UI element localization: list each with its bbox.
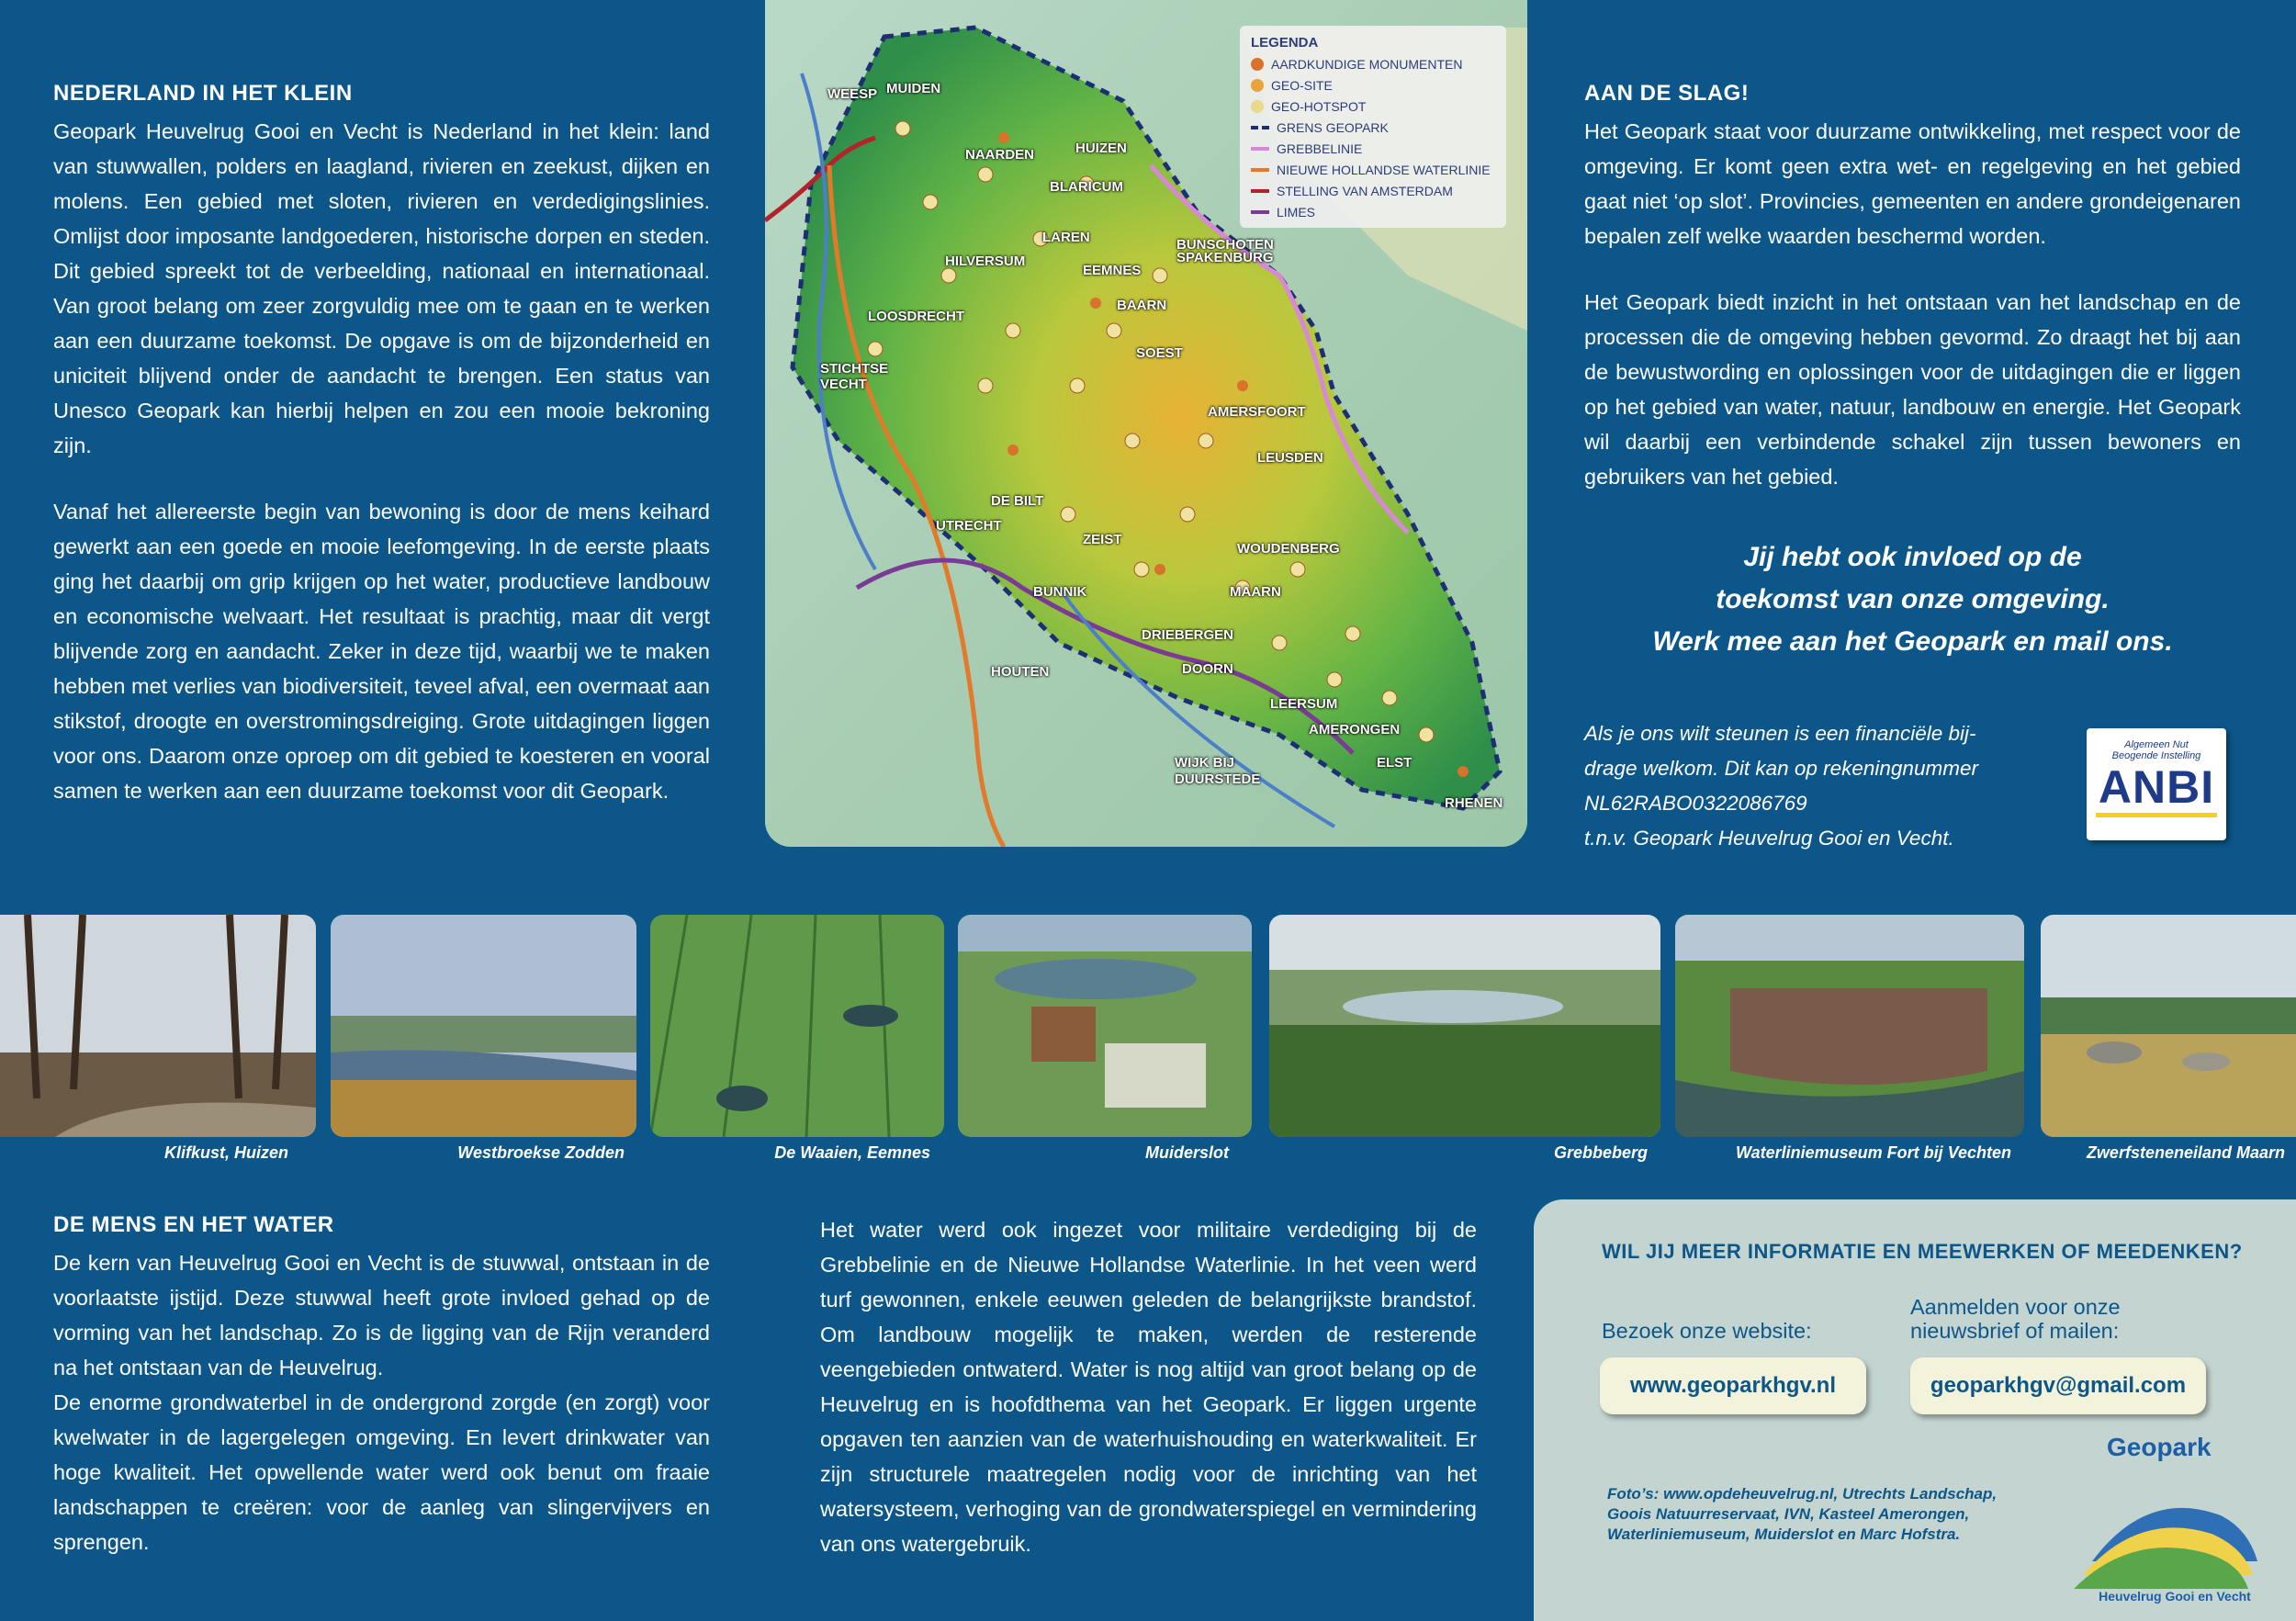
town-label: EEMNES: [1083, 263, 1142, 278]
quote-line-3: Werk mee aan het Geopark en mail ons.: [1652, 626, 2173, 657]
donation-text: [1584, 716, 2062, 856]
town-label: RHENEN: [1445, 795, 1503, 811]
legend-item: GREBBELINIE: [1251, 138, 1495, 159]
town-label: HUIZEN: [1075, 141, 1127, 156]
town-label: MAARN: [1230, 584, 1281, 600]
bank-account-number: NL62RABO0322086769: [1584, 792, 1807, 815]
legend-title: LEGENDA: [1251, 35, 1319, 51]
donation-line-4: t.n.v. Geopark Heuvelrug Gooi en Vecht.: [1584, 827, 1954, 850]
call-to-action-quote: [1584, 536, 2241, 663]
legend-item: LIMES: [1251, 201, 1495, 222]
town-label: DOORN: [1182, 661, 1233, 677]
logo-subtitle: Heuvelrug Gooi en Vecht: [2099, 1589, 2251, 1604]
legend-item: AARDKUNDIGE MONUMENTEN: [1251, 53, 1495, 74]
donation-line-1: Als je ons wilt steunen is een financiële bij-: [1584, 722, 1976, 745]
water-paragraph-2: De enorme grondwaterbel in de ondergrond zorgde (en zorgt) voor kwelwater in de lagergelegen omgeving. En levert drinkwater van hoge kwaliteit. Het opwellende water werd ook benut om fraaie landschappen te creëren: voor de aanleg van slingervijvers en sprengen.: [53, 1390, 710, 1554]
anbi-subtitle-1: Algemeen Nut: [2124, 739, 2189, 750]
town-label: HILVERSUM: [945, 253, 1026, 269]
town-label: SPAKENBURG: [1176, 250, 1274, 265]
photo-de-waaien: [650, 915, 944, 1137]
water-section-continued: [820, 1212, 1477, 1561]
town-label: BLARICUM: [1050, 179, 1123, 195]
logo-hills-icon: [2074, 1460, 2276, 1598]
photo-image: [2041, 915, 2296, 1137]
town-label: LAREN: [1042, 230, 1090, 245]
town-label: LEERSUM: [1270, 696, 1338, 712]
logo-title: Geopark: [2107, 1433, 2212, 1461]
town-label: SOEST: [1136, 345, 1183, 361]
photo-image: [958, 915, 1252, 1137]
anbi-badge: [2087, 728, 2226, 840]
photo-zwerfsteneneiland: [2041, 915, 2296, 1137]
photo-grebbeberg: [1269, 915, 1660, 1137]
credit-line-2: Goois Natuurreservaat, IVN, Kasteel Amerongen,: [1607, 1505, 1970, 1523]
geopark-logo: [2074, 1433, 2276, 1607]
photo-image: [331, 915, 636, 1137]
action-paragraph-1: Het Geopark staat voor duurzame ontwikkeling, met respect voor de omgeving. Er komt geen extra wet- en regelgeving en het gebied gaat niet ‘op slot’. Provincies, gemeenten en andere grondeigenaren bepalen zelf welke waarden beschermd worden.: [1584, 119, 2241, 248]
town-label: DRIEBERGEN: [1142, 627, 1234, 643]
contact-question: WIL JIJ MEER INFORMATIE EN MEEWERKEN OF MEEDENKEN?: [1602, 1240, 2243, 1263]
quote-line-2: toekomst van onze omgeving.: [1716, 584, 2110, 614]
legend-item: NIEUWE HOLLANDSE WATERLINIE: [1251, 159, 1495, 180]
email-link[interactable]: geoparkhgv@gmail.com: [1910, 1357, 2206, 1414]
photo-caption: Klifkust, Huizen: [163, 1143, 288, 1162]
anbi-subtitle-2: Beogende Instelling: [2111, 750, 2201, 761]
intro-section: [53, 81, 710, 808]
credit-line-3: Waterliniemuseum, Muiderslot en Marc Hofstra.: [1607, 1525, 1961, 1543]
town-label: WOUDENBERG: [1237, 541, 1340, 557]
anbi-yellow-bar: [2096, 813, 2217, 817]
town-label: DUURSTEDE: [1175, 771, 1261, 787]
town-label: AMERONGEN: [1309, 722, 1401, 737]
legend-item: STELLING VAN AMSTERDAM: [1251, 180, 1495, 201]
photo-image: [1675, 915, 2024, 1137]
town-label: BUNNIK: [1033, 584, 1087, 600]
photo-caption: Waterliniemuseum Fort bij Vechten: [1735, 1143, 2011, 1162]
town-label: WEESP: [827, 86, 878, 102]
action-paragraph-2: Het Geopark biedt inzicht in het ontstaan van het landschap en de processen die de omgeving hebben gevormd. Zo draagt het bij aan de bewustwording en oplossingen voor de uitdagingen die er liggen op het gebied van water, natuur, landbouw en energie. Het Geopark wil daarbij een verbindende schakel zijn tussen bewoners en gebruikers van het gebied.: [1584, 290, 2241, 489]
intro-heading: NEDERLAND IN HET KLEIN: [53, 81, 353, 106]
newsletter-label-line-2: nieuwsbrief of mailen:: [1910, 1319, 2120, 1343]
photo-muiderslot: [958, 915, 1252, 1137]
legend-item: GEO-HOTSPOT: [1251, 96, 1495, 117]
town-label: ELST: [1377, 755, 1412, 771]
intro-text: [53, 114, 710, 808]
water-section: [53, 1212, 710, 1559]
photo-image: [650, 915, 944, 1137]
town-label: BAARN: [1117, 298, 1167, 313]
town-label: ZEIST: [1083, 532, 1122, 547]
legend-item: GRENS GEOPARK: [1251, 117, 1495, 138]
town-label: AMERSFOORT: [1208, 404, 1306, 420]
town-label: HOUTEN: [991, 664, 1050, 680]
water-heading: DE MENS EN HET WATER: [53, 1212, 334, 1237]
water-paragraph-1: De kern van Heuvelrug Gooi en Vecht is de stuwwal, ontstaan in de voorlaatste ijstijd. Deze stuwwal heeft grote invloed gehad op de vorming van het landschap. Zo is de ligging van de Rijn veranderd na het ontstaan van de Heuvelrug.: [53, 1251, 710, 1379]
action-section: [1584, 81, 2241, 494]
water-paragraph-3: Het water werd ook ingezet voor militaire verdediging bij de Grebbelinie en de Nieuwe Hollandse Waterlinie. In het veen werd turf gewonnen, enkele eeuwen geleden de belangrijkste brandstof. Om landbouw mogelijk te maken, werden de resterende veengebieden ontwaterd. Water is nog altijd van groot belang op de Heuvelrug en is hoofdthema van het Geopark. Er liggen urgente opgaven ten aanzien van de waterhuishouding en waterkwaliteit. Er zijn structurele maatregelen nodig voor de inrichting van het watersysteem, verhoging van de grondwaterspiegel en vermindering van ons watergebruik.: [820, 1218, 1477, 1556]
photo-caption: Zwerfsteneneiland Maarn: [2086, 1143, 2285, 1162]
town-label: LOOSDRECHT: [868, 309, 964, 324]
photo-image: [1269, 915, 1660, 1137]
action-text: [1584, 114, 2241, 494]
town-label: UTRECHT: [936, 518, 1002, 534]
newsletter-label: [1910, 1295, 2121, 1343]
town-label: NAARDEN: [965, 147, 1034, 163]
photo-caption: Westbroekse Zodden: [457, 1143, 625, 1162]
photo-westbroekse-zodden: [331, 915, 636, 1137]
photo-klifkust: [0, 915, 316, 1137]
action-heading: AAN DE SLAG!: [1584, 81, 1750, 106]
photo-caption: De Waaien, Eemnes: [774, 1143, 930, 1162]
geopark-map: [765, 0, 1527, 847]
town-label: LEUSDEN: [1257, 450, 1323, 466]
anbi-logo-text: ANBI: [2098, 761, 2215, 813]
photo-image: [0, 915, 316, 1137]
legend-item: GEO-SITE: [1251, 74, 1495, 96]
photo-caption: Muiderslot: [1144, 1143, 1229, 1162]
water-text: [53, 1245, 710, 1559]
photo-caption: Grebbeberg: [1553, 1143, 1648, 1162]
photo-credits: [1607, 1484, 2048, 1545]
contact-panel: [1534, 1199, 2296, 1621]
website-label: Bezoek onze website:: [1602, 1319, 1812, 1343]
quote-line-1: Jij hebt ook invloed op de: [1743, 542, 2082, 572]
town-label: STICHTSE: [820, 361, 889, 377]
town-label: WIJK BIJ: [1175, 755, 1235, 771]
town-label: DE BILT: [991, 493, 1044, 509]
intro-paragraph-1: Geopark Heuvelrug Gooi en Vecht is Nederland in het klein: land van stuwwallen, polders en laagland, rivieren en zeekust, dijken en molens. Een gebied met sloten, rivieren en verdedigingslinies. Omlijst door imposante landgoederen, historische dorpen en steden. Dit gebied spreekt tot de verbeelding, nationaal en internationaal. Van groot belang om zeer zorgvuldig mee om te gaan en te werken aan een duurzame toekomst. De opgave is om de bijzonderheid en uniciteit blijvend onder de aandacht te brengen. Een status van Unesco Geopark kan hierbij helpen en zou een mooie bekroning zijn.: [53, 119, 710, 457]
photo-waterliniemuseum: [1675, 915, 2024, 1137]
donation-line-2: drage welkom. Dit kan op rekeningnummer: [1584, 757, 1978, 780]
map-legend: [1240, 26, 1506, 228]
town-label: MUIDEN: [886, 81, 941, 96]
website-link[interactable]: www.geoparkhgv.nl: [1600, 1357, 1866, 1414]
intro-paragraph-2: Vanaf het allereerste begin van bewoning is door de mens keihard gewerkt aan een goede en mooie leefomgeving. In de eerste plaats ging het daarbij om grip krijgen op het water, productieve landbouw en economische welvaart. Het resultaat is prachtig, maar dit vergt blijvende zorg en aandacht. Zeker in deze tijd, waarbij we te maken hebben met verlies van biodiversiteit, teveel afval, een overmaat aan stikstof, droogte en overstromingsdreiging. Grote uitdagingen liggen voor ons. Daarom onze oproep om dit gebied te koesteren en vooral samen te werken aan een duurzame toekomst voor dit Geopark.: [53, 500, 710, 803]
newsletter-label-line-1: Aanmelden voor onze: [1910, 1295, 2121, 1319]
town-label: VECHT: [820, 377, 867, 392]
credit-line-1: Foto’s: www.opdeheuvelrug.nl, Utrechts Landschap,: [1607, 1485, 1998, 1503]
town-label: BUNSCHOTEN: [1176, 237, 1274, 253]
